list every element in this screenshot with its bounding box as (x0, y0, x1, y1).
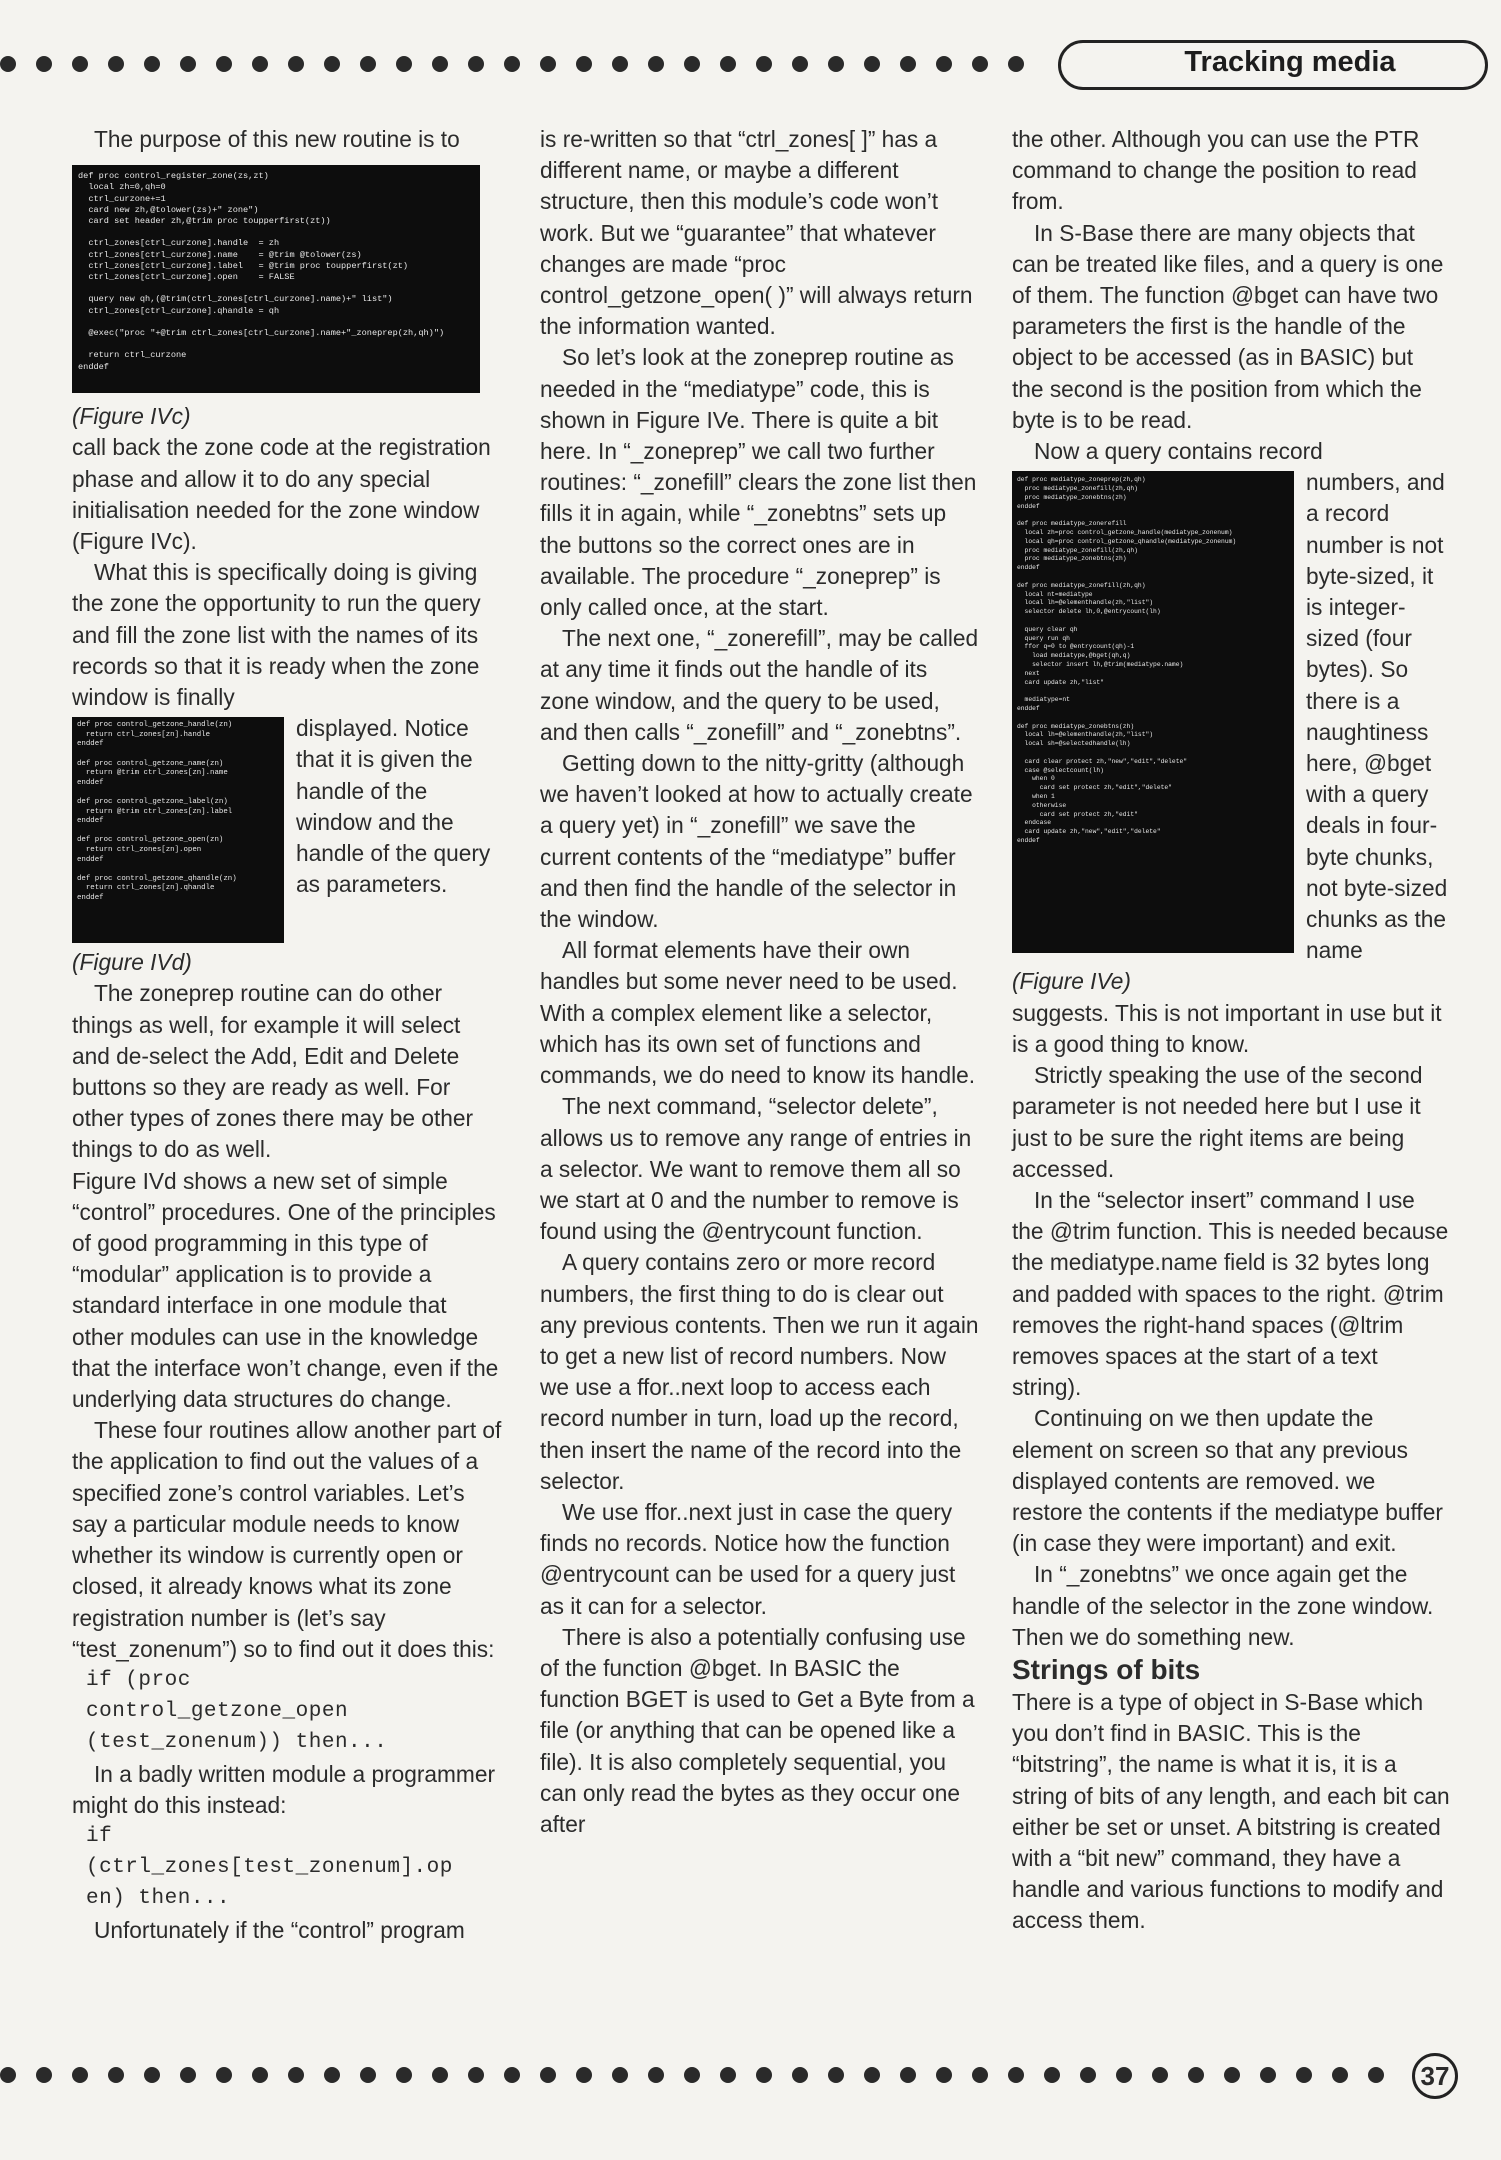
section-title: Tracking media (1184, 46, 1396, 78)
border-dot (180, 56, 196, 72)
figure-ivd-caption: (Figure IVd) (72, 949, 192, 976)
paragraph: the other. Although you can use the PTR command to change the position to read from. (1012, 126, 1420, 215)
paragraph: Strictly speaking the use of the second parameter is not needed here but I use it just to be sure the right items are being accessed. (1012, 1062, 1423, 1182)
paragraph: In a badly written module a programmer might do this instead: (72, 1760, 495, 1818)
border-dot (108, 2067, 124, 2083)
paragraph: We use ffor..next just in case the query finds no records. Notice how the function @entrycount can be used for a query just as it can for a selector. (540, 1498, 956, 1619)
bottom-dot-border (0, 2063, 1501, 2087)
border-dot (756, 2067, 772, 2083)
paragraph: In the “selector insert” command I use the @trim function. This is needed because the mediatype.name field is 32 bytes long and padded with spaces to the right. @trim removes the right-hand spaces (@ltrim removes spaces at the start of a text string). (1012, 1186, 1449, 1401)
border-dot (1260, 2067, 1276, 2083)
border-dot (180, 2067, 196, 2083)
paragraph: The zoneprep routine can do other things as well, for example it will select and de-select the Add, Edit and Delete buttons so they are ready as well. For other types of zones there may be other things to do as well. (72, 980, 474, 1163)
border-dot (576, 2067, 592, 2083)
code-line: (test_zonenum)) then... (86, 1731, 388, 1755)
border-dot (720, 2067, 736, 2083)
border-dot (1296, 2067, 1312, 2083)
paragraph: displayed. Notice that it is given the handle of the window and the handle of the query as parameters. (296, 715, 491, 898)
border-dot (288, 2067, 304, 2083)
border-dot (900, 56, 916, 72)
border-dot (1080, 2067, 1096, 2083)
border-dot (612, 56, 628, 72)
border-dot (144, 2067, 160, 2083)
paragraph: Unfortunately if the “control” program (94, 1916, 465, 1943)
subheading-strings-of-bits: Strings of bits (1012, 1653, 1201, 1685)
code-line: if (86, 1824, 113, 1848)
border-dot (864, 56, 880, 72)
border-dot (504, 56, 520, 72)
code-line: if (proc (86, 1668, 191, 1692)
column-2 (540, 124, 980, 1840)
border-dot (216, 56, 232, 72)
code-line: control_getzone_open (86, 1700, 349, 1724)
border-dot (1008, 56, 1024, 72)
border-dot (360, 2067, 376, 2083)
border-dot (1188, 2067, 1204, 2083)
column-3 (1012, 124, 1450, 1937)
border-dot (504, 2067, 520, 2083)
paragraph: is re-written so that “ctrl_zones[ ]” has a different name, or maybe a different structure, then this module’s code won’t work. But we “guarantee” that whatever changes are made “proc control_getzone_open( )” will always return the information wanted. (540, 126, 973, 340)
page-number: 37 (1412, 2053, 1458, 2099)
column-1 (72, 124, 504, 1946)
border-dot (612, 2067, 628, 2083)
border-dot (684, 56, 700, 72)
border-dot (576, 56, 592, 72)
border-dot (0, 2067, 16, 2083)
border-dot (288, 56, 304, 72)
border-dot (1332, 2067, 1348, 2083)
border-dot (792, 2067, 808, 2083)
paragraph: suggests. This is not important in use but it is a good thing to know. (1012, 999, 1442, 1057)
border-dot (540, 56, 556, 72)
border-dot (432, 2067, 448, 2083)
paragraph: There is also a potentially confusing use of the function @bget. In BASIC the function BGET is used to Get a Byte from a file (or anything that can be opened like a file). It is also completely sequential, you can only read the bytes as they occur one after (540, 1623, 975, 1837)
border-dot (756, 56, 772, 72)
border-dot (360, 56, 376, 72)
border-dot (972, 2067, 988, 2083)
border-dot (108, 56, 124, 72)
paragraph: The next command, “selector delete”, allows us to remove any range of entries in a selector. We want to remove them all so we start at 0 and the number to remove is found using the @entrycount function. (540, 1093, 972, 1245)
border-dot (1152, 2067, 1168, 2083)
border-dot (36, 56, 52, 72)
border-dot (828, 56, 844, 72)
border-dot (144, 56, 160, 72)
border-dot (324, 56, 340, 72)
border-dot (468, 2067, 484, 2083)
border-dot (432, 56, 448, 72)
paragraph: In S-Base there are many objects that can be treated like files, and a query is one of them. The function @bget can have two parameters the first is the handle of the object to be accessed (as in BASIC) but the second is the position from which the byte is to be read. (1012, 219, 1444, 433)
border-dot (1116, 2067, 1132, 2083)
code-line: (ctrl_zones[test_zonenum].op (86, 1856, 453, 1880)
figure-ivc-caption: (Figure IVc) (72, 403, 191, 430)
paragraph: Getting down to the nitty-gritty (although we haven’t looked at how to actually create a query yet) in “_zonefill” we save the current contents of the “mediatype” buffer and then find the handle of the selector in the window. (540, 750, 973, 933)
border-dot (396, 56, 412, 72)
border-dot (540, 2067, 556, 2083)
figure-ive-code: def proc mediatype_zoneprep(zh,qh) proc mediatype_zonefill(zh,qh) proc mediatype_zonebtns(zh) enddef def proc mediatype_zonerefill local zh=proc control_getzone_handle(mediatype_zonenum) local qh=proc control_getzone_qhandle(mediatype_zonenum) proc mediatype_zonefill(zh,qh) proc mediatype_zonebtns(zh) enddef def proc mediatype_zonefill(zh,qh) local nt=mediatype local lh=@elementhandle(zh,"list") selector delete lh,0,@entrycount(lh) query clear qh query run qh ffor q=0 to @entrycount(qh)-1 load mediatype,@bget(qh,q) selector insert lh,@trim(mediatype.name) next card update zh,"list" mediatype=nt enddef def proc mediatype_zonebtns(zh) local lh=@elementhandle(zh,"list") local sh=@selectedhandle(lh) card clear protect zh,"new","edit","delete" case @selectcount(lh) when 0 card set protect zh,"edit","delete" when 1 otherwise card set protect zh,"edit" endcase card update zh,"new","edit","delete" enddef (1012, 471, 1294, 953)
border-dot (1368, 2067, 1384, 2083)
border-dot (0, 56, 16, 72)
border-dot (72, 2067, 88, 2083)
border-dot (864, 2067, 880, 2083)
paragraph: Figure IVd shows a new set of simple “control” procedures. One of the principles of good programming in this type of “modular” application is to provide a standard interface in one module that other modules can use in the knowledge that the interface won’t change, even if the underlying data structures do change. (72, 1167, 499, 1413)
figure-ive-caption: (Figure IVe) (1012, 968, 1131, 995)
paragraph: Continuing on we then update the element on screen so that any previous displayed contents are removed. we restore the contents if the mediatype buffer (in case they were important) and exit. (1012, 1405, 1443, 1557)
border-dot (936, 56, 952, 72)
paragraph: call back the zone code at the registration phase and allow it to do any special initialisation needed for the zone window (Figure IVc). (72, 434, 491, 555)
paragraph: A query contains zero or more record numbers, the first thing to do is clear out any previous contents. Then we run it again to get a new list of record numbers. Now we use a ffor..next loop to access each record number in turn, load up the record, then insert the name of the record into the selector. (540, 1249, 979, 1494)
figure-ivc-code: def proc control_register_zone(zs,zt) local zh=0,qh=0 ctrl_curzone+=1 card new zh,@tolower(zs)+" zone") card set header zh,@trim proc toupperfirst(zt)) ctrl_zones[ctrl_curzone].handle = zh ctrl_zones[ctrl_curzone].name = @trim @tolower(zs) ctrl_zones[ctrl_curzone].label = @trim proc toupperfirst(zt) ctrl_zones[ctrl_curzone].open = FALSE query new qh,(@trim(ctrl_zones[ctrl_curzone].name)+" list") ctrl_zones[ctrl_curzone].qhandle = qh @exec("proc "+@trim ctrl_zones[ctrl_curzone].name+"_zoneprep(zh,qh)") return ctrl_curzone enddef (72, 165, 480, 393)
border-dot (36, 2067, 52, 2083)
border-dot (720, 56, 736, 72)
paragraph: numbers, and a record number is not byte-sized, it is integer-sized (four bytes). So there is a naughtiness here, @bget with a query deals in four-byte chunks, not byte-sized chunks as the name (1306, 469, 1448, 964)
paragraph: In “_zonebtns” we once again get the handle of the selector in the zone window. Then we do something new. (1012, 1561, 1434, 1650)
border-dot (1224, 2067, 1240, 2083)
border-dot (468, 56, 484, 72)
paragraph: These four routines allow another part of the application to find out the values of a specified zone’s control variables. Let’s say a particular module needs to know whether its window is currently open or closed, it already knows what its zone registration number is (let’s say “test_zonenum”) so to find out it does this: (72, 1417, 502, 1662)
border-dot (252, 56, 268, 72)
border-dot (684, 2067, 700, 2083)
border-dot (72, 56, 88, 72)
paragraph: So let’s look at the zoneprep routine as needed in the “mediatype” code, this is shown in Figure IVe. There is quite a bit here. In “_zoneprep” we call two further routines: “_zonefill” clears the zone list then fills it in again, while “_zonebtns” sets up the buttons so the correct ones are in available. The procedure “_zoneprep” is only called once, at the start. (540, 344, 977, 621)
paragraph: Now a query contains record (1034, 438, 1323, 465)
border-dot (216, 2067, 232, 2083)
paragraph: There is a type of object in S-Base which you don’t find in BASIC. This is the “bitstring”, the name is what it is, it is a string of bits of any length, and each bit can either be set or unset. A bitstring is created with a “bit new” command, they have a handle and various functions to modify and access them. (1012, 1688, 1450, 1934)
code-line: en) then... (86, 1887, 231, 1911)
border-dot (324, 2067, 340, 2083)
border-dot (1008, 2067, 1024, 2083)
border-dot (936, 2067, 952, 2083)
paragraph: All format elements have their own handles but some never need to be used. With a complex element like a selector, which has its own set of functions and commands, we do need to know its handle. (540, 937, 976, 1089)
border-dot (792, 56, 808, 72)
border-dot (972, 56, 988, 72)
border-dot (396, 2067, 412, 2083)
figure-ivd-code: def proc control_getzone_handle(zn) return ctrl_zones[zn].handle enddef def proc control_getzone_name(zn) return @trim ctrl_zones[zn].name enddef def proc control_getzone_label(zn) return @trim ctrl_zones[zn].label enddef def proc control_getzone_open(zn) return ctrl_zones[zn].open enddef def proc control_getzone_qhandle(zn) return ctrl_zones[zn].qhandle enddef (72, 717, 284, 943)
border-dot (648, 2067, 664, 2083)
border-dot (252, 2067, 268, 2083)
paragraph: What this is specifically doing is giving the zone the opportunity to run the query and fill the zone list with the names of its records so that it is ready when the zone window is finally (72, 559, 481, 711)
paragraph: The next one, “_zonerefill”, may be called at any time it finds out the handle of its zone window, and the query to be used, and then calls “_zonefill” and “_zonebtns”. (540, 625, 979, 745)
paragraph: The purpose of this new routine is to (94, 126, 460, 152)
border-dot (900, 2067, 916, 2083)
border-dot (828, 2067, 844, 2083)
border-dot (648, 56, 664, 72)
border-dot (1044, 2067, 1060, 2083)
